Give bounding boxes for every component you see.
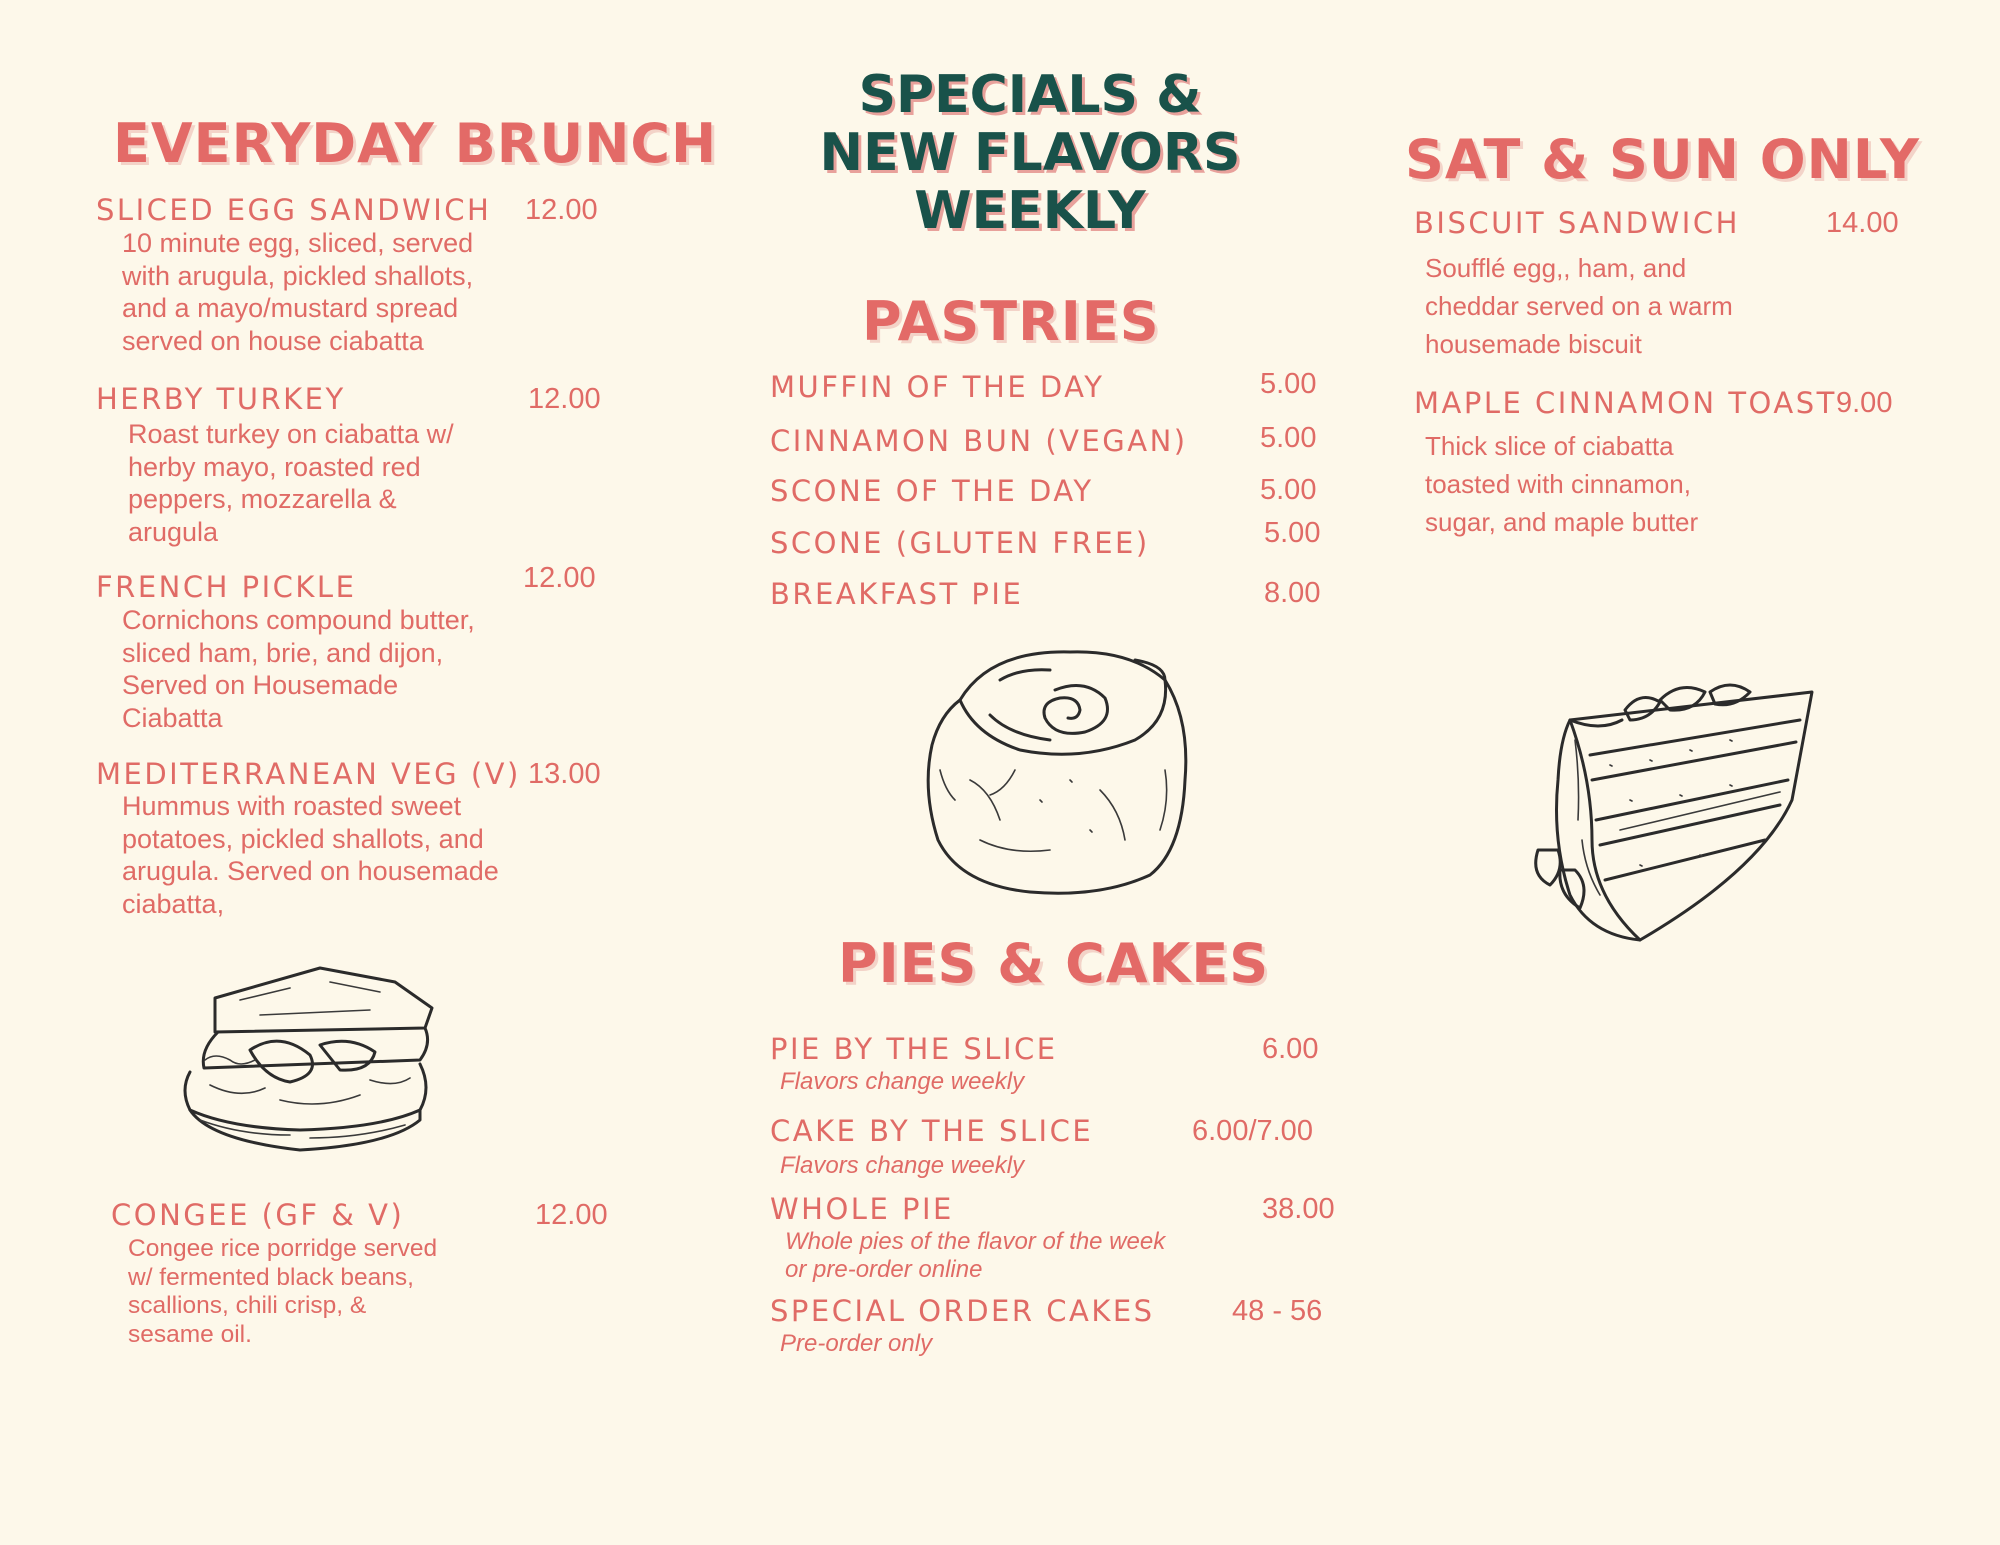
menu-item-name: SCONE (GLUTEN FREE) — [770, 526, 1150, 560]
cake-slice-icon — [1530, 680, 1820, 950]
menu-item-price: 9.00 — [1836, 387, 1893, 419]
menu-item-description: Flavors change weekly — [780, 1068, 1025, 1095]
menu-item-description: Congee rice porridge served w/ fermented black beans, scallions, chili crisp, & sesame oil. — [128, 1235, 438, 1348]
menu-item-description: Soufflé egg,, ham, and cheddar served on a warm housemade biscuit — [1425, 253, 1733, 359]
menu-item-price: 12.00 — [523, 562, 596, 594]
menu-item-price: 6.00 — [1262, 1033, 1319, 1065]
menu-item-price: 5.00 — [1260, 368, 1317, 400]
menu-item-name: WHOLE PIE — [770, 1192, 954, 1226]
menu-item-price: 38.00 — [1262, 1193, 1335, 1225]
menu-item-description: Flavors change weekly — [780, 1152, 1025, 1179]
menu-item-price: 5.00 — [1260, 474, 1317, 506]
menu-item-name: MEDITERRANEAN VEG (V) — [96, 757, 521, 791]
menu-item-price: 5.00 — [1260, 422, 1317, 454]
menu-item-price: 12.00 — [528, 383, 601, 415]
menu-item-name: FRENCH PICKLE — [96, 570, 357, 604]
menu-item-price: 12.00 — [525, 194, 598, 226]
pastries-heading: PASTRIES — [862, 290, 1160, 353]
menu-item-name: CINNAMON BUN (VEGAN) — [770, 424, 1188, 458]
menu-item-price: 8.00 — [1264, 577, 1321, 609]
menu-item-price: 48 - 56 — [1232, 1295, 1323, 1327]
menu-item-name: BISCUIT SANDWICH — [1414, 206, 1740, 240]
weekend-heading: SAT & SUN ONLY — [1405, 128, 1920, 191]
menu-item-name: SLICED EGG SANDWICH — [96, 193, 492, 227]
menu-item-description: Whole pies of the flavor of the week or pre-order online — [785, 1228, 1166, 1283]
cinnamon-bun-icon — [920, 640, 1190, 900]
pies-cakes-heading: PIES & CAKES — [838, 932, 1270, 995]
menu-item-price: 13.00 — [528, 758, 601, 790]
menu-item-name: SPECIAL ORDER CAKES — [770, 1294, 1155, 1328]
specials-heading — [780, 66, 1280, 240]
everyday-brunch-heading: EVERYDAY BRUNCH — [113, 112, 718, 175]
menu-item-name: MUFFIN OF THE DAY — [770, 370, 1105, 404]
menu-item-name: CAKE BY THE SLICE — [770, 1114, 1094, 1148]
menu-item-description: Pre-order only — [780, 1330, 933, 1357]
menu-item-price: 14.00 — [1826, 207, 1899, 239]
menu-item-description: Roast turkey on ciabatta w/ herby mayo, roasted red peppers, mozzarella & arugula — [128, 419, 454, 547]
specials-line-3: WEEKLY — [914, 181, 1146, 241]
specials-line-1: SPECIALS & — [858, 65, 1202, 125]
menu-item-name: MAPLE CINNAMON TOAST — [1414, 386, 1837, 420]
menu-item-price: 5.00 — [1264, 517, 1321, 549]
menu-item-description: Cornichons compound butter, sliced ham, brie, and dijon, Served on Housemade Ciabatta — [122, 605, 475, 733]
menu-item-description: 10 minute egg, sliced, served with arugula, pickled shallots, and a mayo/mustard spread served on house ciabatta — [122, 228, 474, 356]
menu-item-name: BREAKFAST PIE — [770, 577, 1024, 611]
specials-line-2: NEW FLAVORS — [819, 123, 1241, 183]
menu-item-description: Hummus with roasted sweet potatoes, pickled shallots, and arugula. Served on housemade ciabatta, — [122, 791, 499, 919]
menu-item-price: 12.00 — [535, 1199, 608, 1231]
menu-item-description: Thick slice of ciabatta toasted with cinnamon, sugar, and maple butter — [1425, 431, 1699, 537]
menu-item-name: SCONE OF THE DAY — [770, 474, 1094, 508]
menu-item-name: CONGEE (GF & V) — [111, 1198, 405, 1232]
menu-item-name: HERBY TURKEY — [96, 382, 346, 416]
menu-item-price: 6.00/7.00 — [1192, 1115, 1313, 1147]
menu-item-name: PIE BY THE SLICE — [770, 1032, 1058, 1066]
sandwich-icon — [170, 960, 440, 1160]
